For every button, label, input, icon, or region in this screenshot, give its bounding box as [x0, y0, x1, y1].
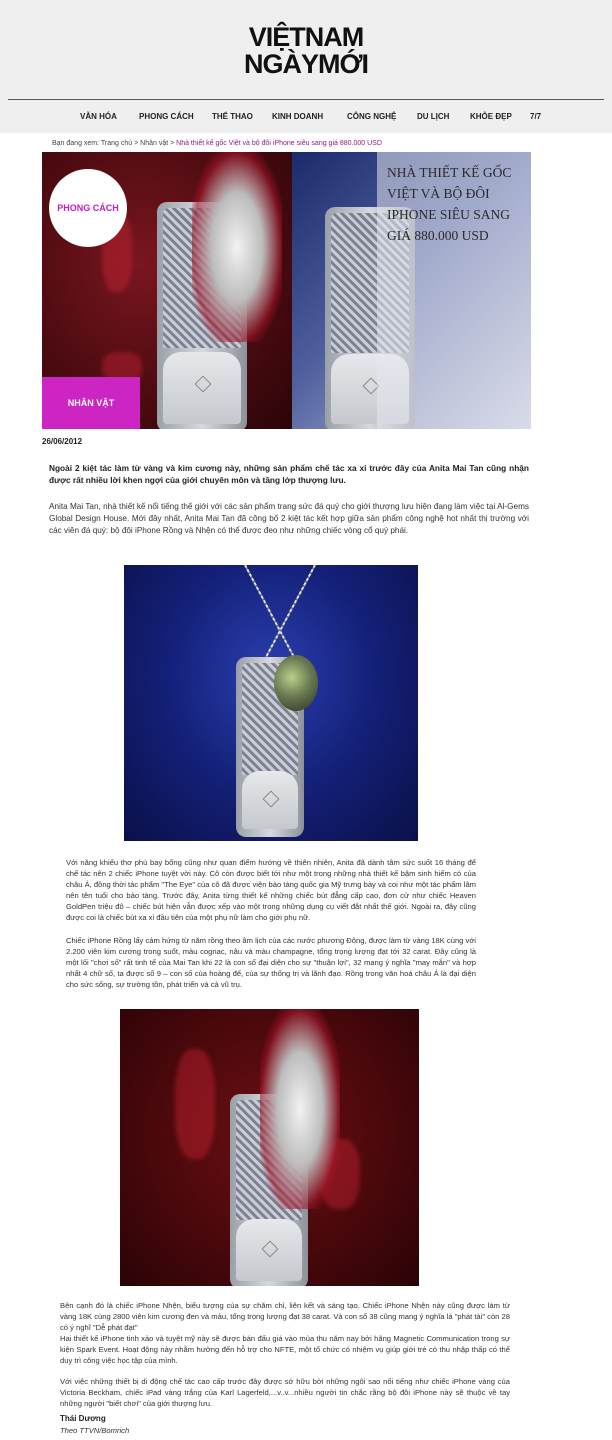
- site-header: [0, 0, 612, 133]
- brand-mark-icon: [263, 791, 280, 808]
- dragon-ornament: [260, 1009, 340, 1209]
- iphone-plate: [236, 1219, 302, 1281]
- article-paragraph-3: Chiếc iPhone Rồng lấy cảm hứng từ năm rồng theo âm lịch của các nước phương Đông, được làm từ vàng 18K cùng với 2.200 viên kim cương trong suốt, màu cognac, nâu và màu champagne, tổng trọng lượng đạt tới 32 carat. Đây cũng là một lối "chơi số" rất tinh tế của Mai Tan khi 22 là con số đại diện cho sự "thuận lợi", 32 mang ý nghĩa "may mắn" và hợp nhất 4 chữ số, ta được số 9 – con số của hoàng đế, của sự thống trị và lãnh đạo. Rồng trong văn hoá châu Á là đại diện cho sức sống, sự trường tồn, phát triển và cả vũ trụ.: [66, 936, 476, 989]
- nav-item-the-thao[interactable]: THỂ THAO: [212, 112, 253, 121]
- dragon-iphone-photo: [120, 1009, 419, 1286]
- article-source: Theo TTVN/Bomrich: [60, 1426, 130, 1435]
- spider-iphone-photo: [124, 565, 418, 841]
- article-paragraph-1: Anita Mai Tan, nhà thiết kế nổi tiếng thế giới với các sản phẩm trang sức đá quý cho giới thượng lưu hiện đang làm việc tại Al-Gems Global Design House. Mới đây nhất, Anita Mai Tan đã công bố 2 kiệt tác kết hợp giữa sản phẩm công nghệ hot nhất thị trường với các viên đá quý: bộ đôi iPhone Rồng và Nhện có thể được đeo như những chiếc vòng cổ quý phái.: [49, 502, 529, 535]
- article-author: Thái Dương: [60, 1414, 106, 1423]
- article-paragraph-4b: Hai thiết kế iPhone tinh xảo và tuyệt mỹ này sẽ được bán đấu giá vào mùa thu năm nay bởi hãng Magnetic Communication trong sự kiện Spark Event. Hoạt động này nhằm hưởng đến hỗ trợ cho NFTE, một tổ chức có nhiệm vụ giúp giới trẻ có thu nhập thấp có thể duy trì công việc học tập của mình.: [60, 1334, 510, 1365]
- nav-item-phong-cach[interactable]: PHONG CÁCH: [139, 112, 194, 121]
- dragon-ornament: [192, 152, 282, 342]
- brand-mark-icon: [262, 1241, 279, 1258]
- article-date: 26/06/2012: [42, 437, 83, 446]
- photo-blur: [175, 1049, 215, 1159]
- nav-item-kinh-doanh[interactable]: KINH DOANH: [272, 112, 324, 121]
- spider-ornament: [274, 655, 318, 711]
- section-badge[interactable]: NHÂN VẬT: [42, 377, 140, 429]
- article-paragraph-4a: Bên cạnh đó là chiếc iPhone Nhện, biểu tượng của sự chăm chỉ, liên kết và sáng tạo. Chiếc iPhone Nhện này cũng được làm từ vàng 18K cùng 2800 viên kim cương đen và màu, tổng trọng lượng đạt 38 carat. Và con số 38 cũng mang ý nghĩa là "phát tài" còn 28 có ý nghĩ "Dễ phát đạt": [60, 1301, 510, 1332]
- nav-item-khoe-dep[interactable]: KHỎE ĐẸP: [470, 112, 512, 121]
- article-paragraph-4: [60, 1300, 510, 1366]
- brand-mark-icon: [195, 376, 212, 393]
- nav-item-du-lich[interactable]: DU LỊCH: [417, 112, 450, 121]
- article-paragraph-5: Với việc những thiết bị di động chế tác cao cấp trước đây được sở hữu bởi những ngôi sao nổi tiếng như chiếc iPhone vàng của Victoria Beckham, chiếc iPad vàng trắng của Karl Lagerfeld,...v..v...nhiều người tin chắc rằng bộ đôi iPhone này sẽ thuộc về tay những người "biết chơi" của giới thượng lưu.: [60, 1377, 510, 1408]
- logo-line1: VIỆTNAM: [248, 22, 364, 52]
- article-title: NHÀ THIẾT KẾ GỐC VIỆT VÀ BỘ ĐÔI IPHONE SIÊU SANG GIÁ 880.000 USD: [387, 165, 512, 243]
- main-nav: [0, 112, 612, 126]
- nav-item-van-hoa[interactable]: VĂN HÓA: [80, 112, 117, 121]
- site-logo[interactable]: [0, 24, 612, 78]
- article-paragraph-2: Với năng khiếu thơ phú bay bổng cũng như quan điểm hướng về thiên nhiên, Anita đã dành tâm sức suốt 16 tháng để chế tác nên 2 chiếc iPhone tuyệt vời này. Cô còn được biết tới như một trong những nhà thiết kế bậm sinh hiếm có của châu Á, đồng thời tác phẩm "The Eye" của cô đã được viện bảo tàng quốc gia Mỹ trưng bày và coi như một tác phẩm lâm nên tên tuổi cho bảo tàng. Trước đây, Anita từng thiết kế những chiếc bút đẳng cấp cao, đơn cử như chiếc Heaven GoldPen triệu đô – chiếc bút hiện vẫn được xếp vào một trong những dụng cụ viết đắt nhất thế giới. Ngoài ra, đây cũng được coi là chiếc bút xa xỉ đầu tiên của một phụ nữ làm cho giới phụ nữ.: [66, 858, 476, 922]
- nav-item-cong-nghe[interactable]: CÔNG NGHỆ: [347, 112, 397, 121]
- nav-item-7-7[interactable]: 7/7: [530, 112, 542, 121]
- logo-line2: NGÀYMỚI: [243, 49, 369, 79]
- header-divider: [8, 99, 604, 100]
- article-lead: Ngoài 2 kiệt tác làm từ vàng và kim cương này, những sản phẩm chế tác xa xỉ trước đây của Anita Mai Tan cũng nhận được rất nhiều lời khen ngợi của giới chuyên môn và tầng lớp thượng lưu.: [49, 463, 529, 485]
- category-badge[interactable]: PHONG CÁCH: [49, 169, 127, 247]
- breadcrumb: [52, 140, 532, 147]
- breadcrumb-current: Nhà thiết kế gốc Việt và bộ đôi iPhone siêu sang giá 880.000 USD: [176, 140, 382, 147]
- hero-image: [42, 152, 531, 429]
- iphone-plate: [163, 352, 241, 424]
- iphone-plate: [242, 771, 298, 829]
- breadcrumb-path[interactable]: Bạn đang xem: Trang chủ > Nhân vật >: [52, 140, 177, 147]
